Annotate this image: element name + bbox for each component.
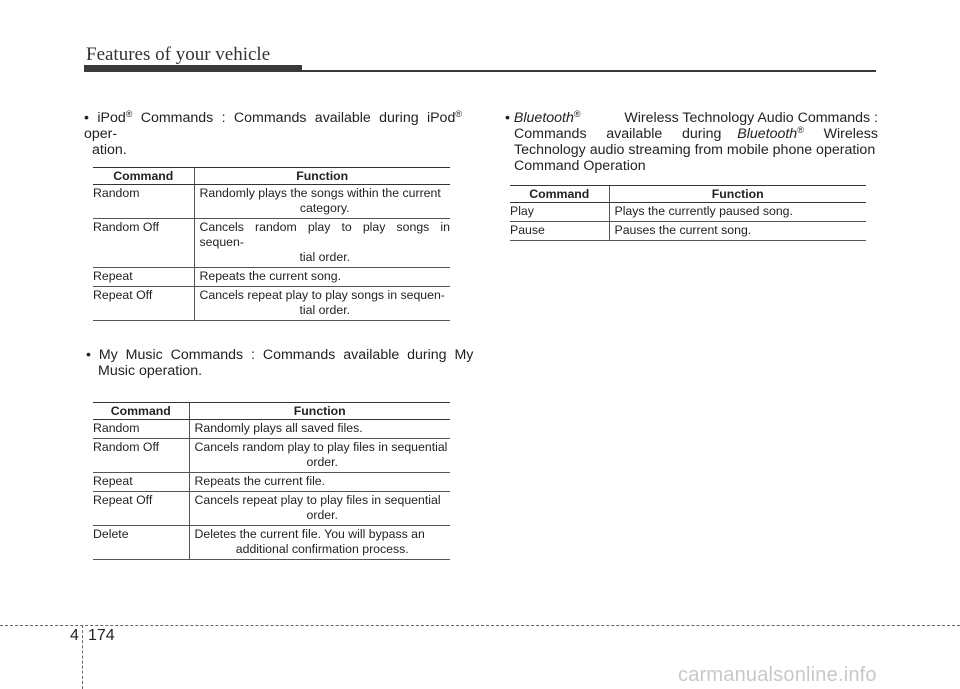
column-header-function: Function — [189, 403, 450, 420]
function-line: Cancels random play to play files in sequential — [194, 440, 448, 454]
command-cell: Random Off — [93, 439, 189, 473]
function-cell — [194, 185, 450, 219]
function-line: order. — [306, 508, 338, 522]
function-line: tial order. — [299, 250, 351, 264]
function-line: Cancels repeat play to play files in sequential — [194, 493, 441, 507]
chapter-number: 4 — [70, 627, 79, 644]
page-header-title: Features of your vehicle — [86, 44, 271, 65]
header-rule-thin — [302, 70, 876, 72]
table-row — [93, 526, 450, 560]
function-line: Randomly plays the songs within the current — [199, 186, 441, 200]
bluetooth-intro-line4: Command Operation — [514, 158, 646, 174]
bluetooth-word: Bluetooth — [513, 110, 574, 126]
registered-mark: ® — [797, 125, 804, 135]
function-line: Deletes the current file. You will bypass an — [194, 527, 425, 541]
function-line: additional confirmation process. — [235, 542, 409, 556]
table-row — [93, 185, 450, 219]
function-cell: Repeats the current file. — [189, 473, 450, 492]
command-cell: Repeat — [93, 268, 194, 287]
column-header-function: Function — [194, 168, 450, 185]
table-row — [93, 219, 450, 268]
table-header-row — [93, 168, 450, 185]
command-cell: Repeat Off — [93, 492, 189, 526]
column-header-function: Function — [609, 186, 866, 203]
command-cell: Random — [93, 185, 194, 219]
bullet: • — [84, 110, 89, 126]
table-header-row — [93, 403, 450, 420]
function-cell: Plays the currently paused song. — [609, 203, 866, 222]
table-row — [93, 268, 450, 287]
watermark: carmanualsonline.info — [678, 664, 877, 686]
ipod-intro-line2: ation. — [92, 142, 127, 158]
bluetooth-intro — [505, 110, 878, 174]
ipod-intro — [84, 110, 462, 158]
command-cell: Play — [510, 203, 609, 222]
ipod-word: iPod — [97, 110, 126, 126]
table-row — [93, 439, 450, 473]
command-cell: Random Off — [93, 219, 194, 268]
table-header-row — [510, 186, 866, 203]
function-cell — [189, 439, 450, 473]
table-row — [93, 473, 450, 492]
function-cell: Pauses the current song. — [609, 222, 866, 241]
bluetooth-intro-line3: Technology audio streaming from mobile phone operation — [514, 142, 876, 158]
ipod-intro-line1 — [84, 110, 462, 142]
bluetooth-intro-text: Wireless Technology Audio Commands : — [624, 110, 878, 126]
function-cell: Repeats the current song. — [194, 268, 450, 287]
function-line: category. — [299, 201, 350, 215]
registered-mark: ® — [125, 109, 133, 119]
command-cell: Delete — [93, 526, 189, 560]
mymusic-intro-line2: Music operation. — [98, 363, 203, 379]
function-cell — [189, 526, 450, 560]
bluetooth-commands-table — [510, 185, 866, 241]
bullet: • — [505, 110, 510, 126]
ipod-intro-text-end: oper- — [84, 126, 118, 142]
table-row — [93, 420, 450, 439]
command-cell: Pause — [510, 222, 609, 241]
mymusic-intro — [86, 347, 474, 379]
column-header-command: Command — [93, 168, 194, 185]
page-number: 174 — [88, 627, 115, 644]
function-cell: Randomly plays all saved files. — [189, 420, 450, 439]
footer-dashed-divider — [82, 625, 83, 689]
bluetooth-intro-line1 — [505, 110, 878, 126]
function-line: Cancels repeat play to play songs in sequen- — [199, 288, 445, 302]
table-row — [510, 222, 866, 241]
bluetooth-intro-text: Wireless — [819, 126, 878, 142]
function-cell — [189, 492, 450, 526]
function-line: tial order. — [299, 303, 351, 317]
command-cell: Repeat — [93, 473, 189, 492]
registered-mark: ® — [455, 109, 462, 119]
function-cell — [194, 287, 450, 321]
function-line: order. — [306, 455, 338, 469]
bluetooth-word: Bluetooth — [737, 126, 798, 142]
table-row — [510, 203, 866, 222]
function-line: Cancels random play to play songs in sequen- — [199, 220, 450, 249]
ipod-commands-table — [93, 167, 450, 321]
mymusic-commands-table — [93, 402, 450, 560]
footer-dashed-rule — [0, 625, 960, 626]
function-cell — [194, 219, 450, 268]
registered-mark: ® — [573, 109, 581, 119]
ipod-intro-text: Commands : Commands available during iPod — [132, 110, 456, 126]
mymusic-intro-line1: • My Music Commands : Commands available during My — [86, 347, 474, 363]
command-cell: Repeat Off — [93, 287, 194, 321]
table-row — [93, 492, 450, 526]
column-header-command: Command — [510, 186, 609, 203]
bluetooth-intro-line2 — [505, 126, 878, 142]
bluetooth-intro-text: Commands available during — [514, 126, 722, 142]
header-rule-thick — [84, 65, 302, 72]
column-header-command: Command — [93, 403, 189, 420]
command-cell: Random — [93, 420, 189, 439]
table-row — [93, 287, 450, 321]
